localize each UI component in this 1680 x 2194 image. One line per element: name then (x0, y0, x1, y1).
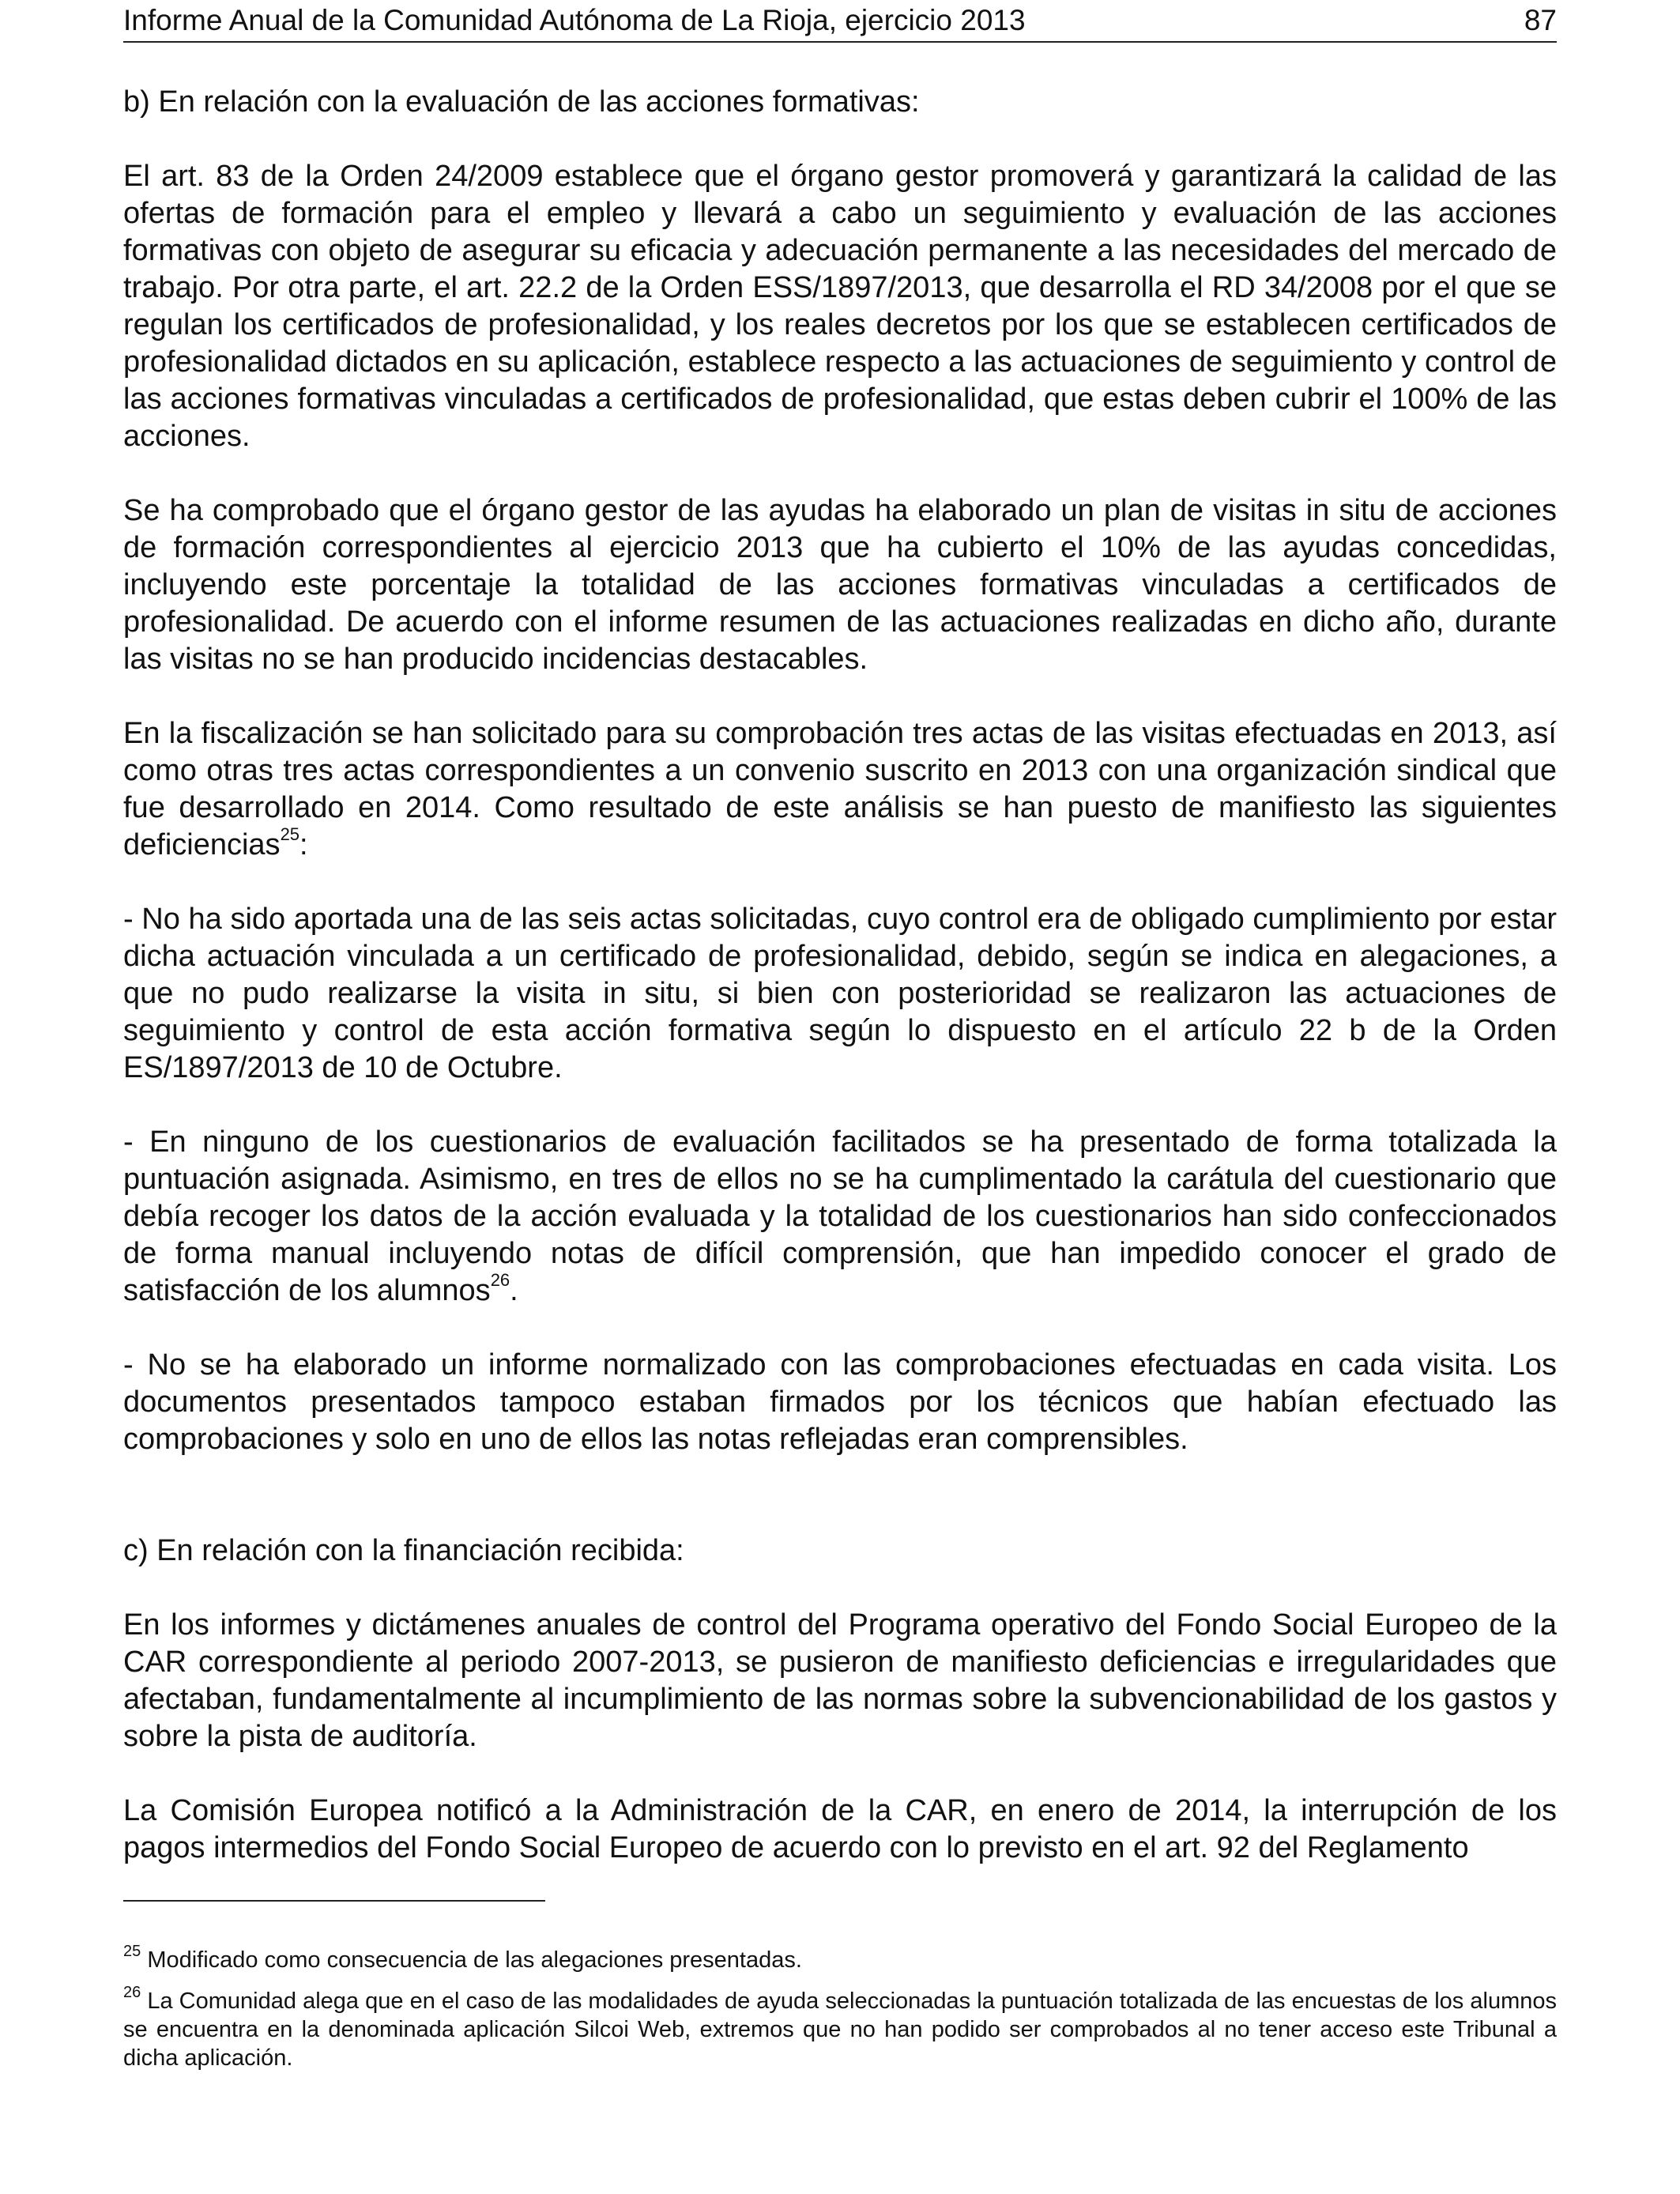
paragraph-cuestionarios-end: . (510, 1274, 518, 1307)
paragraph-deficiencia-cuestionarios (123, 1124, 1557, 1310)
section-b-heading: b) En relación con la evaluación de las acciones formativas: (123, 85, 920, 119)
footnote-ref-26[interactable]: 26 (490, 1270, 510, 1291)
body-text (123, 84, 1557, 1904)
paragraph-comision-europea: La Comisión Europea notificó a la Administración de la CAR, en enero de 2014, la interrupción de los pagos intermedios del Fondo Social Europeo de acuerdo con lo previsto en el art. 92 del Reglamento (123, 1794, 1557, 1864)
footnote-text: Modificado como consecuencia de las alegaciones presentadas. (147, 1947, 802, 1973)
paragraph-fiscalizacion-end: : (299, 828, 308, 861)
paragraph-informes-fse: En los informes y dictámenes anuales de control del Programa operativo del Fondo Social Europeo de la CAR correspondiente al periodo 2007-2013, se pusieron de manifiesto deficiencias e irregularidades que afectaban, fundamentalmente al incumplimiento de las normas sobre la subvencionabilidad de los gastos y sobre la pista de auditoría. (123, 1608, 1557, 1753)
document-page (123, 0, 1557, 2194)
paragraph-deficiencia-actas: - No ha sido aportada una de las seis actas solicitadas, cuyo control era de obligado cumplimiento por estar dicha actuación vinculada a un certificado de profesionalidad, debido, según se indica en alegaciones, a que no pudo realizarse la visita in situ, si bien con posterioridad se realizaron las actuaciones de seguimiento y control de esta acción formativa según lo dispuesto en el artículo 22 b de la Orden ES/1897/2013 de 10 de Octubre. (123, 903, 1557, 1084)
footnote-number: 26 (123, 1984, 141, 2002)
page-number: 87 (1524, 4, 1557, 36)
footnote-text: La Comunidad alega que en el caso de las modalidades de ayuda seleccionadas la puntuación totalizada de las encuestas de los alumnos se encuentra en la denominada aplicación Silcoi Web, extremos que no han podido ser comprobados al no tener acceso este Tribunal a dicha aplicación. (123, 1989, 1557, 2071)
section-c-heading: c) En relación con la financiación recibida: (123, 1534, 684, 1567)
footnotes (123, 1943, 1557, 2085)
paragraph-deficiencia-informe: - No se ha elaborado un informe normalizado con las comprobaciones efectuadas en cada visita. Los documentos presentados tampoco estaban firmados por los técnicos que habían efectuado las comprobaciones y solo en uno de ellos las notas reflejadas eran comprensibles. (123, 1348, 1557, 1456)
paragraph-fiscalizacion-text: En la fiscalización se han solicitado para su comprobación tres actas de las visitas efectuadas en 2013, así como otras tres actas correspondientes a un convenio suscrito en 2013 con una organización sindical que fue desarrollado en 2014. Como resultado de este análisis se han puesto de manifiesto las siguientes deficiencias (123, 717, 1557, 861)
paragraph-fiscalizacion (123, 715, 1557, 864)
paragraph-plan-visitas: Se ha comprobado que el órgano gestor de las ayudas ha elaborado un plan de visitas in situ de acciones de formación correspondientes al ejercicio 2013 que ha cubierto el 10% de las ayudas concedidas, incluyendo este porcentaje la totalidad de las acciones formativas vinculadas a certificados de profesionalidad. De acuerdo con el informe resumen de las actuaciones realizadas en dicho año, durante las visitas no se han producido incidencias destacables. (123, 494, 1557, 676)
footnote-number: 25 (123, 1943, 141, 1961)
paragraph-orden-24-2009: El art. 83 de la Orden 24/2009 establece que el órgano gestor promoverá y garantizará la calidad de las ofertas de formación para el empleo y llevará a cabo un seguimiento y evaluación de las acciones formativas con objeto de asegurar su eficacia y adecuación permanente a las necesidades del mercado de trabajo. Por otra parte, el art. 22.2 de la Orden ESS/1897/2013, que desarrolla el RD 34/2008 por el que se regulan los certificados de profesionalidad, y los reales decretos por los que se establecen certificados de profesionalidad dictados en su aplicación, establece respecto a las actuaciones de seguimiento y control de las acciones formativas vinculadas a certificados de profesionalidad, que estas deben cubrir el 100% de las acciones. (123, 160, 1557, 453)
footnote-ref-25[interactable]: 25 (280, 824, 300, 845)
footnote-26 (123, 1984, 1557, 2072)
page-header (123, 2, 1557, 43)
footnote-divider (123, 1900, 545, 1902)
report-title: Informe Anual de la Comunidad Autónoma de La Rioja, ejercicio 2013 (123, 4, 1026, 36)
footnote-25 (123, 1943, 1557, 1974)
paragraph-cuestionarios-text: - En ninguno de los cuestionarios de evaluación facilitados se ha presentado de forma totalizada la puntuación asignada. Asimismo, en tres de ellos no se ha cumplimentado la carátula del cuestionario que debía recoger los datos de la acción evaluada y la totalidad de los cuestionarios han sido confeccionados de forma manual incluyendo notas de difícil comprensión, que han impedido conocer el grado de satisfacción de los alumnos (123, 1125, 1557, 1307)
